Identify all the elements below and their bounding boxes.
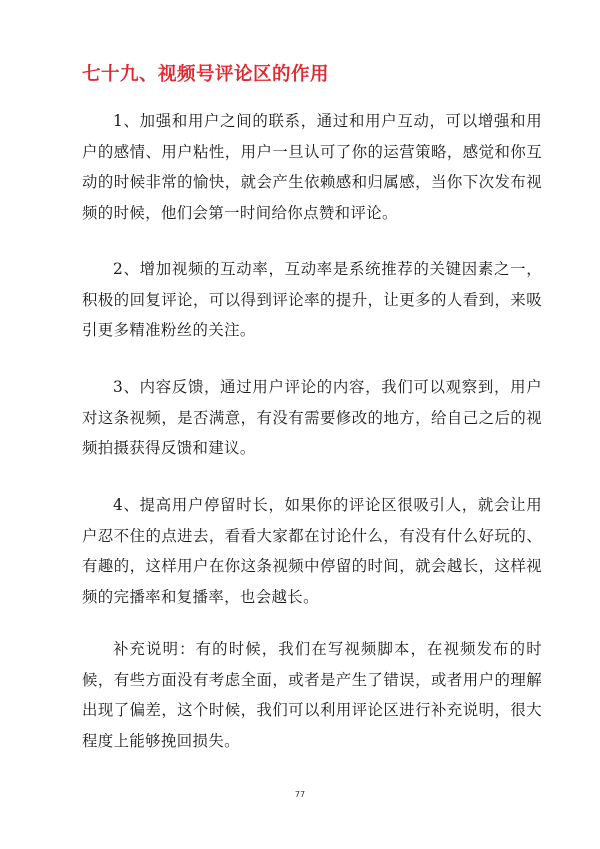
paragraph-dwell-time: 4、提高用户停留时长，如果你的评论区很吸引人，就会让用户忍不住的点进去，看看大家都在讨论什么，有没有什么好玩的、有趣的，这样用户在你这条视频中停留的时间，就会越长，这样视频的完播率和复播率，也会越长。 <box>82 496 542 606</box>
paragraph-strengthen-connection: 1、加强和用户之间的联系，通过和用户互动，可以增强和用户的感情、用户粘性，用户一旦认可了你的运营策略，感觉和你互动的时候非常的愉快，就会产生依赖感和归属感，当你下次发布视频的时候，他们会第一时间给你点赞和评论。 <box>82 112 542 222</box>
paragraph-content-feedback: 3、内容反馈，通过用户评论的内容，我们可以观察到，用户对这条视频，是否满意，有没有需要修改的地方，给自己之后的视频拍摄获得反馈和建议。 <box>82 378 542 457</box>
paragraph-supplementary-note: 补充说明：有的时候，我们在写视频脚本，在视频发布的时候，有些方面没有考虑全面，或者是产生了错误，或者用户的理解出现了偏差，这个时候，我们可以利用评论区进行补充说明，很大程度上能够挽回损失。 <box>82 640 542 750</box>
page-number: 77 <box>294 790 306 799</box>
paragraph-interaction-rate: 2、增加视频的互动率，互动率是系统推荐的关键因素之一，积极的回复评论，可以得到评论率的提升，让更多的人看到，来吸引更多精准粉丝的关注。 <box>82 260 542 339</box>
section-title: 七十九、视频号评论区的作用 <box>82 64 330 85</box>
